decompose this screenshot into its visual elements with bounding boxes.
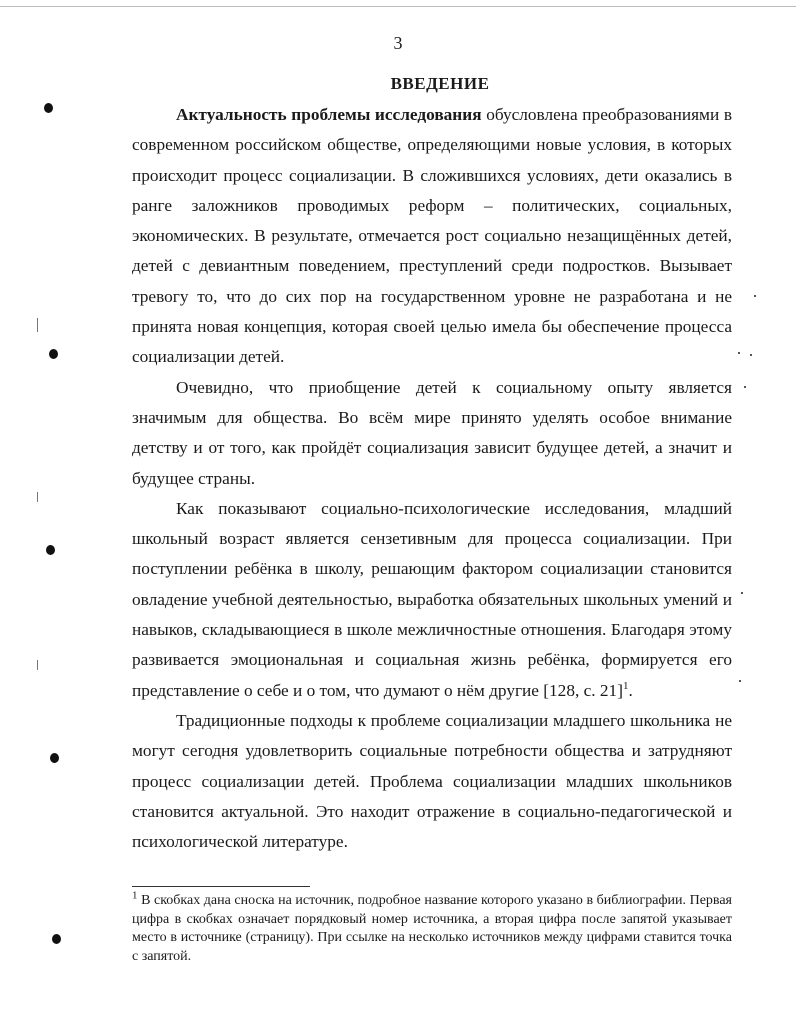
- body-text: [132, 100, 732, 857]
- scan-hole-dot: [50, 753, 59, 763]
- footnote-reference[interactable]: 1: [622, 679, 629, 692]
- paragraph-text: Как показывают социально-психологические исследования, младший школьный возраст является сензетивным для процесса социализации. При поступлении ребёнка в школу, решающим фактором социализации становится овладение учебной деятельностью, выработка обязательных школьных умений и навыков, складывающиеся в школе межличностные отношения. Благодаря этому развивается эмоциональная и социальная жизнь ребёнка, формируется его представление о себе и о том, что думают о нём другие [128, с. 21]: [132, 498, 732, 700]
- paragraph-end: .: [628, 680, 633, 700]
- section-heading: ВВЕДЕНИЕ: [390, 74, 490, 93]
- scan-speck: [741, 592, 743, 594]
- scan-speck: [739, 680, 741, 682]
- footnote: [132, 889, 732, 966]
- footnote-text: В скобках дана сноска на источник, подробное название которого указано в библиографии. Первая цифра в скобках означает порядковый номер источника, а вторая цифра после запятой указывает место в источнике (страницу). При ссылке на несколько источников между цифрами ставится точка с запятой.: [132, 893, 732, 964]
- scan-edge-mark: [37, 492, 38, 502]
- paragraph-traditional-approaches: Традиционные подходы к проблеме социализации младшего школьника не могут сегодня удовлетворить социальные потребности общества и затрудняют процесс социализации детей. Проблема социализации младших школьников становится актуальной. Это находит отражение в социально-педагогической и психологической литературе.: [132, 710, 732, 852]
- paragraph-social-experience: Очевидно, что приобщение детей к социальному опыту является значимым для общества. Во всём мире принято уделять особое внимание детству и от того, как пройдёт социализация зависит будущее детей, а значит и будущее страны.: [132, 377, 732, 488]
- scan-hole-dot: [44, 103, 53, 113]
- scan-speck: [754, 295, 756, 297]
- footnote-mark: 1: [132, 889, 138, 902]
- scan-speck: [750, 354, 752, 356]
- scan-hole-dot: [52, 934, 61, 944]
- scan-edge-mark: [37, 318, 38, 332]
- paragraph-school-age: [132, 494, 732, 706]
- paragraph-relevance: [132, 100, 732, 373]
- footnote-divider: [132, 886, 310, 887]
- scan-hole-dot: [46, 545, 55, 555]
- scan-top-edge: [0, 6, 796, 7]
- paragraph-text: обусловлена преобразованиями в современном российском обществе, определяющими новые условия, в которых происходит процесс социализации. В сложившихся условиях, дети оказались в ранге заложников проводимых реформ – политических, социальных, экономических. В результате, отмечается рост социально незащищённых детей, детей с девиантным поведением, преступлений среди подростков. Вызывает тревогу то, что до сих пор на государственном уровне не разработана и не принята новая концепция, которая своей целью имела бы обеспечение процесса социализации детей.: [132, 105, 732, 367]
- scan-speck: [738, 352, 740, 354]
- scan-hole-dot: [49, 349, 58, 359]
- lead-phrase: Актуальность проблемы исследования: [176, 105, 482, 124]
- page-number: 3: [393, 33, 403, 53]
- scan-edge-mark: [37, 660, 38, 670]
- scan-speck: [744, 386, 746, 388]
